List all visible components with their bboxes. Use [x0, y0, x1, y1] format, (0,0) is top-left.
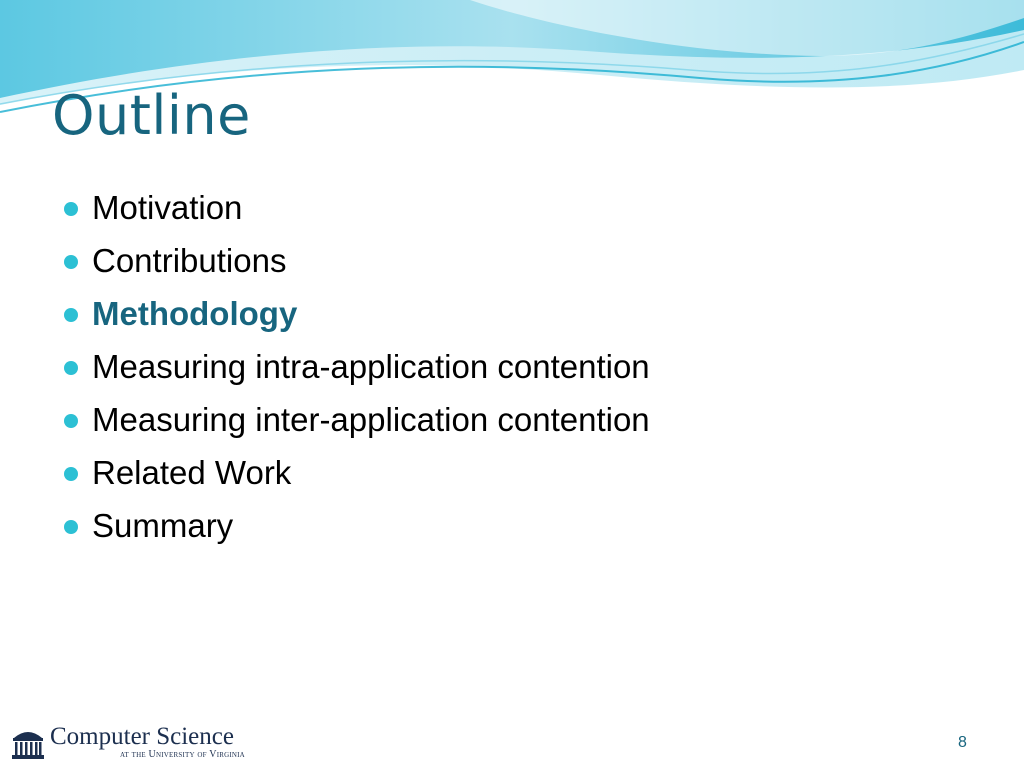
- logo-title: Computer Science: [50, 723, 234, 750]
- bullet-item-motivation: [62, 186, 650, 239]
- slide-title: Outline: [52, 84, 251, 147]
- bullet-list: [62, 186, 650, 557]
- bullet-item-summary: [62, 504, 650, 557]
- bullet-label: Motivation: [92, 189, 243, 226]
- bullet-dot-icon: [64, 202, 78, 216]
- bullet-dot-icon: [64, 255, 78, 269]
- bullet-dot-icon: [64, 308, 78, 322]
- bullet-label: Related Work: [92, 454, 292, 491]
- bullet-item-contributions: [62, 239, 650, 292]
- bullet-item-methodology: [62, 292, 650, 345]
- bullet-item-intra-application: [62, 345, 650, 398]
- bullet-dot-icon: [64, 414, 78, 428]
- bullet-item-related-work: [62, 451, 650, 504]
- department-logo: [10, 722, 250, 762]
- bullet-label: Contributions: [92, 242, 287, 279]
- bullet-label: Measuring intra-application contention: [92, 348, 650, 385]
- bullet-label-current-section: Methodology: [92, 295, 298, 332]
- bullet-item-inter-application: [62, 398, 650, 451]
- bullet-dot-icon: [64, 467, 78, 481]
- bullet-label: Summary: [92, 507, 234, 544]
- bullet-dot-icon: [64, 520, 78, 534]
- bullet-label: Measuring inter-application contention: [92, 401, 650, 438]
- rotunda-icon: [10, 724, 46, 760]
- logo-subtitle: at the University of Virginia: [120, 749, 245, 760]
- bullet-dot-icon: [64, 361, 78, 375]
- page-number: 8: [958, 734, 967, 751]
